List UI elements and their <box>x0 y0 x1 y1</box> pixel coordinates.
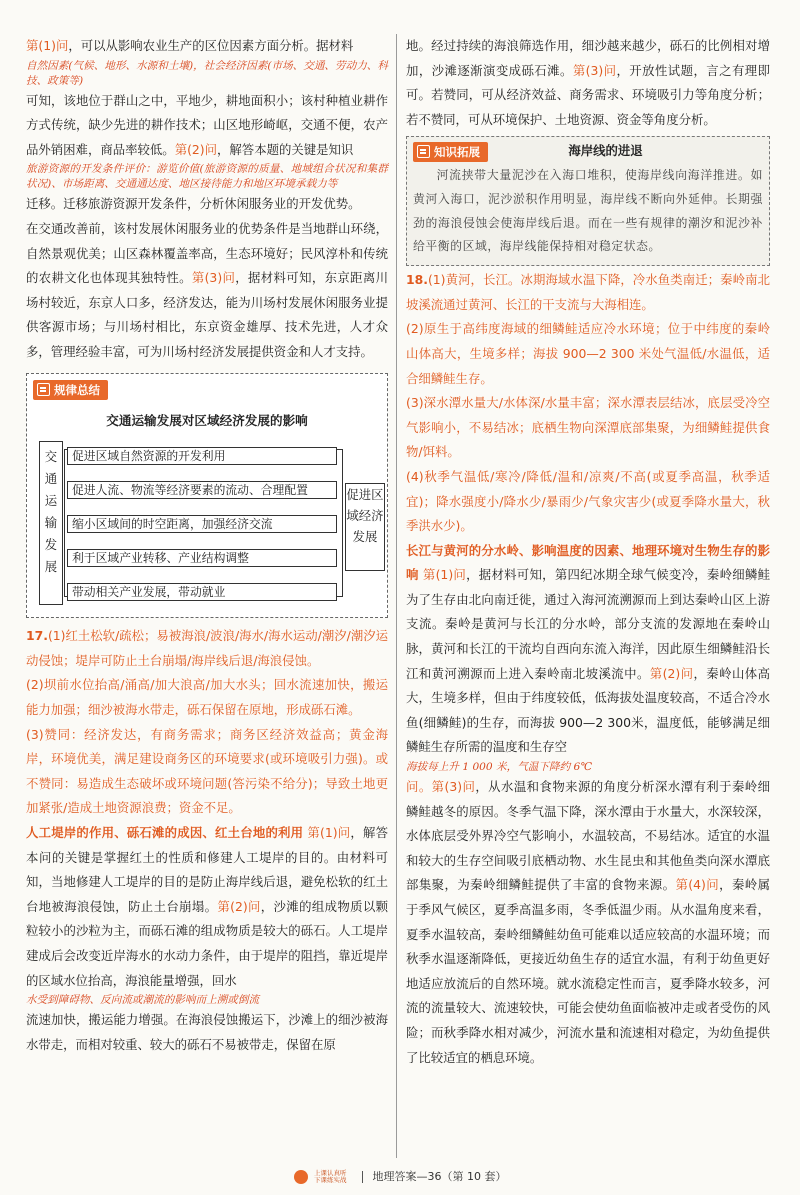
question-ref: 第(2)问 <box>217 898 261 914</box>
page-footer <box>0 1168 800 1184</box>
rule-summary-title: 交通运输发展对区域经济发展的影响 <box>106 412 308 428</box>
knowledge-title: 海岸线的进退 <box>568 143 643 159</box>
question-ref: 第(2)问 <box>649 665 694 681</box>
question-ref: 第(4)问 <box>675 877 720 893</box>
diagram-row: 促进人流、物流等经济要素的流动、合理配置 <box>67 481 337 499</box>
brand-logo-icon <box>294 1170 308 1184</box>
annotation-tourism: 旅游资源的开发条件评价：游览价值(旅游资源的质量、地域组合状况和集群状况)、市场距离、交通通达度、地区接待能力和地区环境承载力等 <box>26 163 388 191</box>
transport-impact-diagram <box>33 439 384 609</box>
knowledge-tag: 知识拓展 <box>413 142 488 162</box>
knowledge-text: 河流挟带大量泥沙在入海口堆积，使海岸线向海洋推进。如黄河入海口，泥沙淤积作用明显，海岸线不断向外延伸。长期强劲的海浪侵蚀会使海岸线后退。而在一些有规律的潮汐和泥沙补给平衡的区域，海岸线能保持相对稳定状态。 <box>413 167 763 254</box>
knowledge-expansion-box <box>406 136 770 266</box>
brand-slogan: 上课认真听 下课练实战 <box>314 1169 347 1184</box>
diagram-row: 促进区域自然资源的开发利用 <box>67 447 337 465</box>
question-ref: 第(3)问 <box>191 270 236 286</box>
answer-18-1: 18.(1)黄河，长江。冰期海域水温下降，冷水鱼类南迁；秦岭南北坡溪流通过黄河、长江的干支流与大海相连。 <box>406 272 770 312</box>
answer-17-3: (3)赞同：经济发达，有商务需求；商务区经济效益高；黄金海岸，环境优美，满足建设商务区的环境要求(或环境吸引力强)。或不赞同：易造成生态破坏或环境问题(答污染不给分)；导致土地更加紧张/造成土地资源浪费；资金不足。 <box>26 726 388 816</box>
diagram-left-label: 交通运输发展 <box>39 441 63 605</box>
topic-title-17: 人工堤岸的作用、砾石滩的成因、红土台地的利用 <box>26 824 304 840</box>
right-column <box>406 34 770 1070</box>
rule-summary-box <box>26 373 388 619</box>
diagram-row: 带动相关产业发展，带动就业 <box>67 583 337 601</box>
diagram-row: 利于区域产业转移、产业结构调整 <box>67 549 337 567</box>
annotation-backwater: 水受到障碍物、反向流或潮流的影响而上溯或倒流 <box>26 994 260 1007</box>
answer-17-1: 17.(1)红土松软/疏松；易被海浪/波浪/海水/海水运动/潮汐/潮汐运动侵蚀；堤岸可防止土台崩塌/海岸线后退/海浪侵蚀。 <box>26 628 388 668</box>
page-number: 地理答案—36（第 10 套） <box>372 1170 507 1183</box>
diagram-right-bracket <box>337 449 343 597</box>
question-ref: 第(2)问 <box>174 141 218 157</box>
topic-title-18: 长江与黄河的分水岭、影响温度的因素、地理环境对生物生存的影响 <box>406 542 770 583</box>
diagram-right-label: 促进区域经济发展 <box>345 483 385 571</box>
question-ref: 第(1)问 <box>307 824 351 840</box>
paragraph-q2-cont: 在交通改善前，该村发展休闲服务业的优势条件是当地群山环绕，自然景观优美；山区森林覆盖率高，生态环境好；民风淳朴和传统的农耕文化也体现其独特性。第(3)问，据材料可知，东京距离川场村较近，东京人口多，经济发达，能为川场村发展休闲服务业提供客源市场；与川场村相比，东京资金雄厚、技术先进，人才众多，管理经验丰富，可为川场村经济发展提供资金和人才支持。 <box>26 220 388 359</box>
footer-separator <box>362 1171 363 1183</box>
paragraph-r1: 地。经过持续的海浪筛选作用，细沙越来越少，砾石的比例相对增加，沙滩逐渐演变成砾石滩。第(3)问，开放性试题，言之有理即可。若赞同，可从经济效益、商务需求、环境吸引力等角度分析；若不赞同，可从环境保护、土地资源、资金等角度分析。 <box>406 38 771 127</box>
annotation-agri-factors: 自然因素(气候、地形、水源和土壤)，社会经济因素(市场、交通、劳动力、科技、政策等) <box>26 59 388 87</box>
explanation-18-cont: 问。第(3)问，从水温和食物来源的角度分析深水潭有利于秦岭细鳞鲑越冬的原因。冬季气温下降，深水潭由于水量大，水深较深，水体底层受外界冷空气影响小，水温较高，不易结冰。适宜的水温和较大的生存空间吸引底栖动物、水生昆虫和其他鱼类向深水潭底部集聚，为秦岭细鳞鲑提供了丰富的食物来源。第(4)问，秦岭属于季风气候区，夏季高温多雨，冬季低温少雨。从水温角度来看，夏季水温较高，秦岭细鳞鲑幼鱼可能难以适应较高的水温环境；而秋季水温逐渐降低，更接近幼鱼生存的适宜水温，有利于幼鱼更好地适应放流后的自然环境。就水流稳定性而言，夏季降水较多，河流的流量较大、流速较快，可能会使幼鱼面临被冲走或者受伤的风险；而秋季降水相对减少，河流水量和流速相对稳定，为幼鱼提供了比较适宜的栖息环境。 <box>406 779 771 1065</box>
answer-17-2: (2)坝前水位抬高/涌高/加大浪高/加大水头；回水流速加快，搬运能力加强；细沙被海水带走，砾石保留在原地，形成砾石滩。 <box>26 677 388 717</box>
question-ref: 第(3)问 <box>572 62 617 78</box>
answer-18-3: (3)深水潭水量大/水体深/水量丰富；深水潭表层结冰，底层受冷空气影响小，不易结冰；底栖生物向深潭底部集聚，为细鳞鲑提供食物/饵料。 <box>406 395 770 460</box>
explanation-17: 人工堤岸的作用、砾石滩的成因、红土台地的利用 第(1)问，解答本问的关键是掌握红土的性质和修建人工堤岸的目的。由材料可知，当地修建人工堤岸的目的是防止海岸线后退，避免松软的红土台地被海浪侵蚀，防止土台崩塌。第(2)问，沙滩的组成物质以颗粒较小的沙粒为主，而砾石滩的组成物质是较大的砾石。人工堤岸建成后会改变近岸海水的水动力条件，由于堤岸的阻挡，靠近堤岸的区域水位抬高，海浪能量增强，回水 <box>26 824 389 988</box>
explanation-17-cont: 流速加快，搬运能力增强。在海浪侵蚀搬运下，沙滩上的细沙被海水带走，而相对较重、较大的砾石不易被带走，保留在原 <box>26 1012 388 1052</box>
note-icon <box>417 145 430 158</box>
left-column <box>26 34 388 1057</box>
answer-18-2: (2)原生于高纬度海域的细鳞鲑适应冷水环境；位于中纬度的秦岭山体高大，生境多样；海拔 900—2 300 米处气温低/水温低，适合细鳞鲑生存。 <box>406 321 770 386</box>
note-icon <box>37 383 50 396</box>
paragraph-q1-cont: 可知，该地位于群山之中，平地少，耕地面积小；该村种植业耕作方式传统，缺少先进的耕作技术；山区地形崎岖，交通不便，农产品外销困难，商品率较低。第(2)问，解答本题的关键是知识 <box>26 92 388 157</box>
question-ref: 第(1)问 <box>422 567 467 583</box>
diagram-row: 缩小区域间的时空距离，加强经济交流 <box>67 515 337 533</box>
rule-summary-tag: 规律总结 <box>33 380 108 400</box>
paragraph-q2: 迁移。迁移旅游资源开发条件，分析休闲服务业的开发优势。 <box>26 196 361 212</box>
question-ref: 第(1)问 <box>26 38 69 53</box>
answer-18-4: (4)秋季气温低/寒冷/降低/温和/凉爽/不高(或夏季高温，秋季适宜)；降水强度小/降水少/暴雨少/气象灾害少(或夏季降水量大，秋季洪水少)。 <box>406 468 770 534</box>
question-ref: 问。第(3)问 <box>406 779 476 795</box>
column-divider <box>396 34 397 1158</box>
explanation-18: 长江与黄河的分水岭、影响温度的因素、地理环境对生物生存的影响 第(1)问，据材料可知，第四纪冰期全球气候变冷，秦岭细鳞鲑为了生存由北向南迁徙，通过入海河流溯源而上到达秦岭山区上游支流。秦岭是黄河与长江的分水岭，部分支流的发源地在秦岭山脉，黄河和长江的干流均自西向东流入海洋，因此原生细鳞鲑沿长江和黄河溯源而上进入秦岭南北坡溪流中。第(2)问，秦岭山体高大，生境多样，但由于纬度较低，低海拔处温度较高，不适合冷水鱼(细鳞鲑)的生存，而海拔 900—2 300米，温度低，能够满足细鳞鲑生存所需的温度和生存空 <box>406 542 771 755</box>
paragraph-q1: 第(1)问，可以从影响农业生产的区位因素方面分析。据材料 <box>26 38 354 53</box>
annotation-lapse-rate: 海拔每上升 1 000 米，气温下降约 6℃ <box>406 761 593 774</box>
